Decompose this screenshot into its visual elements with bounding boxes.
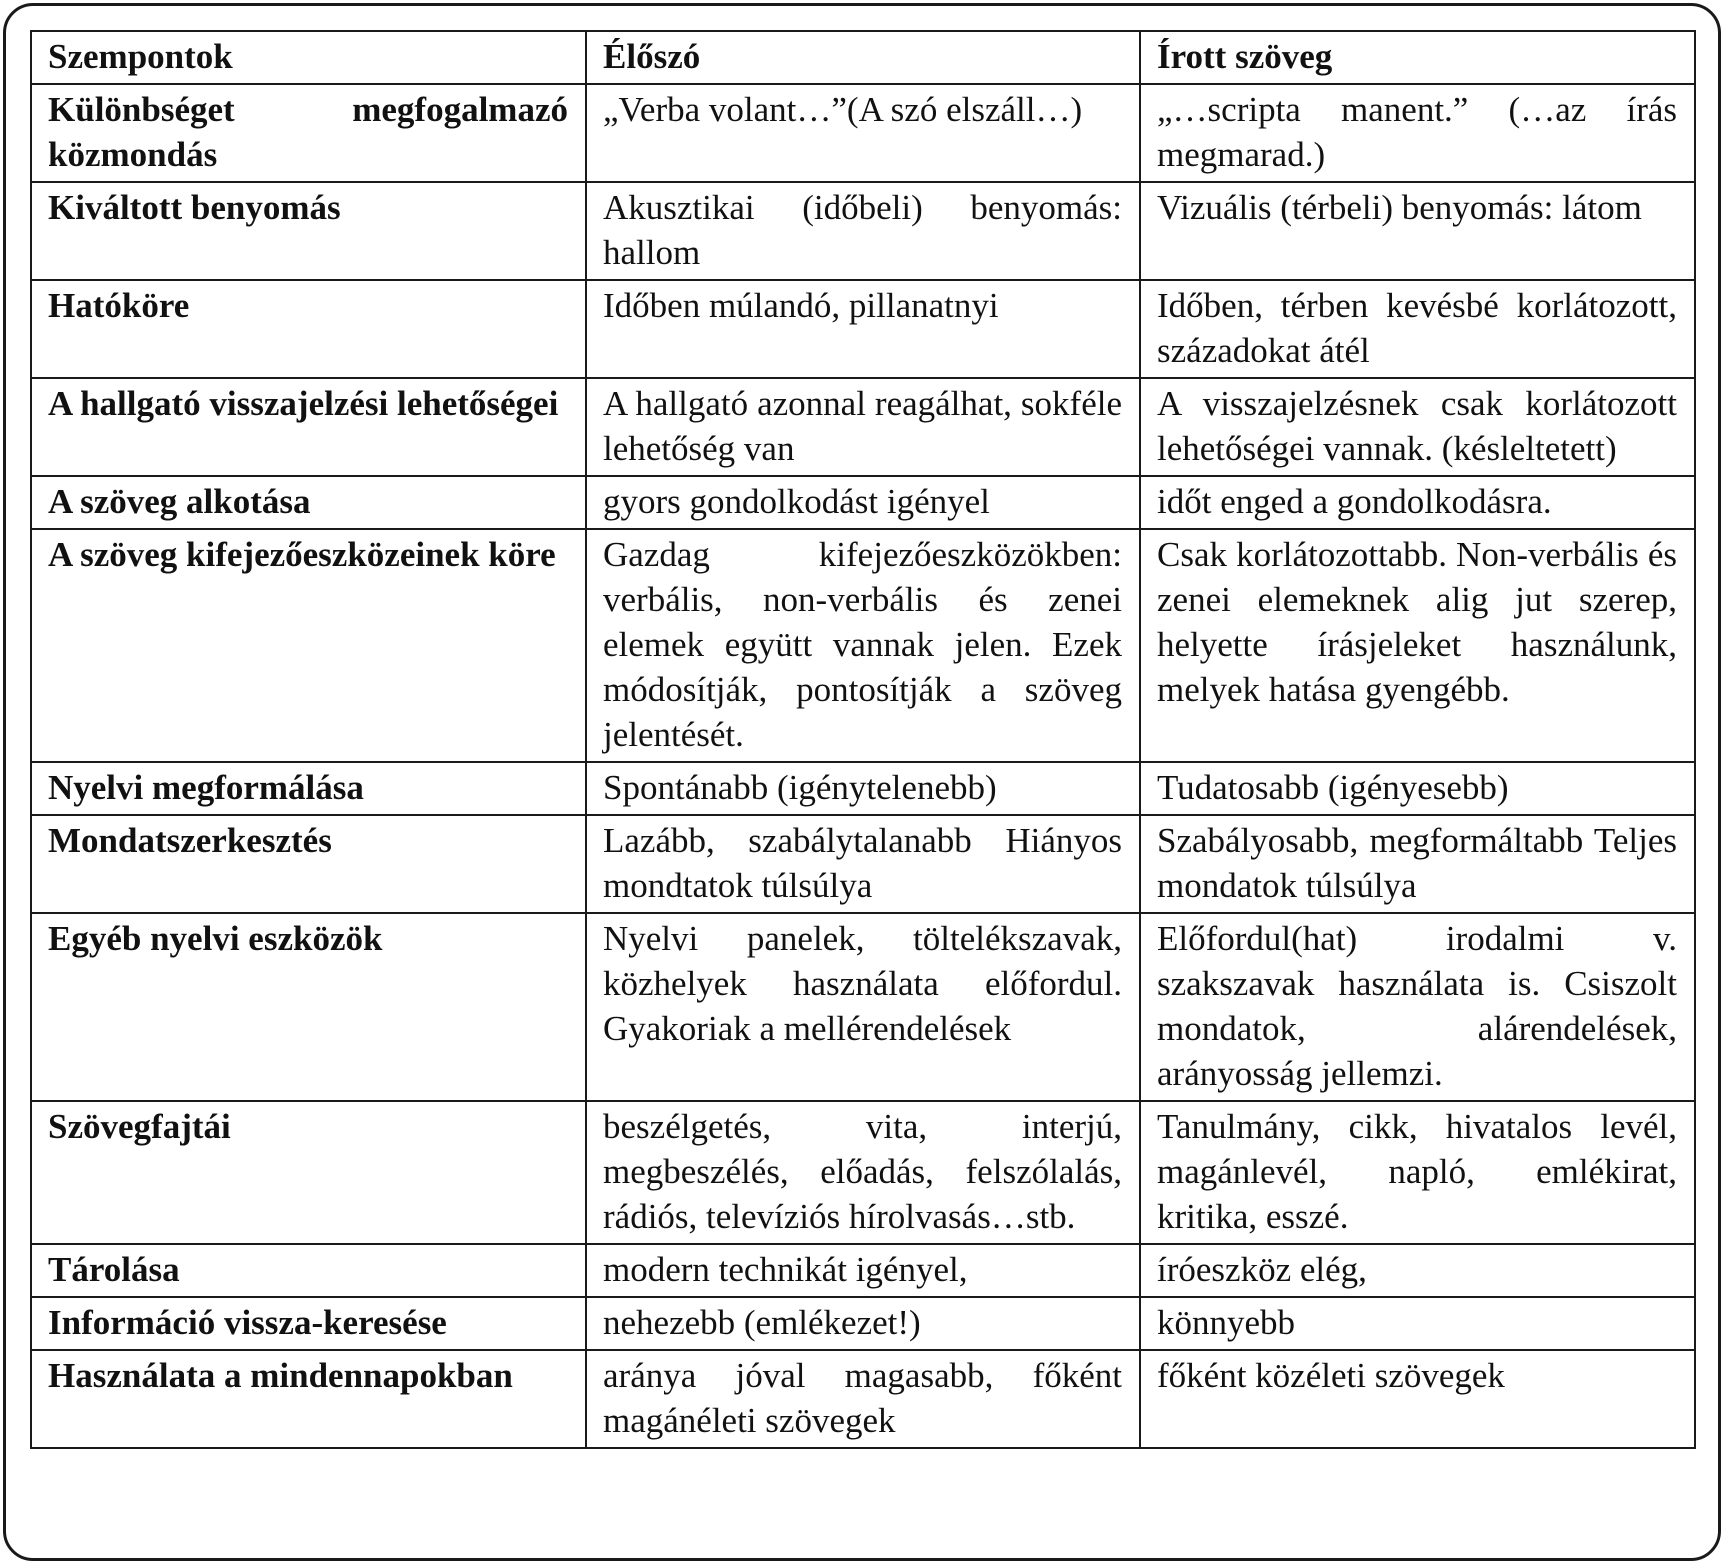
criterion-cell: Információ vissza-keresése: [31, 1297, 586, 1350]
table-row: [31, 913, 1695, 1101]
spoken-cell: nehezebb (emlékezet!): [586, 1297, 1140, 1350]
spoken-cell: „Verba volant…”(A szó elszáll…): [586, 84, 1140, 182]
table-row: [31, 476, 1695, 529]
spoken-cell: A hallgató azonnal reagálhat, sokféle lehetőség van: [586, 378, 1140, 476]
written-cell: A visszajelzésnek csak korlátozott lehetőségei vannak. (késleltetett): [1140, 378, 1695, 476]
written-cell: Tanulmány, cikk, hivatalos levél, magánlevél, napló, emlékirat, kritika, esszé.: [1140, 1101, 1695, 1244]
written-cell: íróeszköz elég,: [1140, 1244, 1695, 1297]
header-criteria: Szempontok: [31, 31, 586, 84]
written-cell: Szabályosabb, megformáltabb Teljes mondatok túlsúlya: [1140, 815, 1695, 913]
table-row: [31, 815, 1695, 913]
written-cell: Tudatosabb (igényesebb): [1140, 762, 1695, 815]
written-cell: Időben, térben kevésbé korlátozott, századokat átél: [1140, 280, 1695, 378]
written-cell: Csak korlátozottabb. Non-verbális és zenei elemeknek alig jut szerep, helyette írásjeleket használunk, melyek hatása gyengébb.: [1140, 529, 1695, 762]
criterion-cell: Nyelvi megformálása: [31, 762, 586, 815]
spoken-cell: Lazább, szabálytalanabb Hiányos mondtatok túlsúlya: [586, 815, 1140, 913]
criterion-cell: A hallgató visszajelzési lehetőségei: [31, 378, 586, 476]
table-row: [31, 1244, 1695, 1297]
table-row: [31, 1297, 1695, 1350]
written-cell: Vizuális (térbeli) benyomás: látom: [1140, 182, 1695, 280]
spoken-cell: Időben múlandó, pillanatnyi: [586, 280, 1140, 378]
criterion-cell: Mondatszerkesztés: [31, 815, 586, 913]
header-written: Írott szöveg: [1140, 31, 1695, 84]
table-row: [31, 529, 1695, 762]
written-cell: főként közéleti szövegek: [1140, 1350, 1695, 1448]
spoken-cell: aránya jóval magasabb, főként magánéleti szövegek: [586, 1350, 1140, 1448]
criterion-cell: Használata a mindennapokban: [31, 1350, 586, 1448]
criterion-cell: Hatóköre: [31, 280, 586, 378]
written-cell: „…scripta manent.” (…az írás megmarad.): [1140, 84, 1695, 182]
table-row: [31, 84, 1695, 182]
spoken-cell: gyors gondolkodást igényel: [586, 476, 1140, 529]
header-spoken: Élőszó: [586, 31, 1140, 84]
comparison-table: [30, 30, 1696, 1449]
header-row: [31, 31, 1695, 84]
table-row: [31, 1101, 1695, 1244]
spoken-cell: Spontánabb (igénytelenebb): [586, 762, 1140, 815]
criterion-cell: Kiváltott benyomás: [31, 182, 586, 280]
written-cell: időt enged a gondolkodásra.: [1140, 476, 1695, 529]
table-row: [31, 280, 1695, 378]
spoken-cell: modern technikát igényel,: [586, 1244, 1140, 1297]
criterion-cell: Egyéb nyelvi eszközök: [31, 913, 586, 1101]
criterion-cell: Tárolása: [31, 1244, 586, 1297]
criterion-cell: A szöveg alkotása: [31, 476, 586, 529]
table-row: [31, 182, 1695, 280]
written-cell: könnyebb: [1140, 1297, 1695, 1350]
criterion-cell: A szöveg kifejezőeszközeinek köre: [31, 529, 586, 762]
table-row: [31, 762, 1695, 815]
table-row: [31, 1350, 1695, 1448]
spoken-cell: Gazdag kifejezőeszközökben: verbális, non-verbális és zenei elemek együtt vannak jelen. Ezek módosítják, pontosítják a szöveg jelentését.: [586, 529, 1140, 762]
spoken-cell: beszélgetés, vita, interjú, megbeszélés, előadás, felszólalás, rádiós, televíziós hírolvasás…stb.: [586, 1101, 1140, 1244]
criterion-cell: Szövegfajtái: [31, 1101, 586, 1244]
spoken-cell: Nyelvi panelek, töltelékszavak, közhelyek használata előfordul. Gyakoriak a mellérendelések: [586, 913, 1140, 1101]
written-cell: Előfordul(hat) irodalmi v. szakszavak használata is. Csiszolt mondatok, alárendelések, arányosság jellemzi.: [1140, 913, 1695, 1101]
table-row: [31, 378, 1695, 476]
criterion-cell: Különbséget megfogalmazó közmondás: [31, 84, 586, 182]
spoken-cell: Akusztikai (időbeli) benyomás: hallom: [586, 182, 1140, 280]
